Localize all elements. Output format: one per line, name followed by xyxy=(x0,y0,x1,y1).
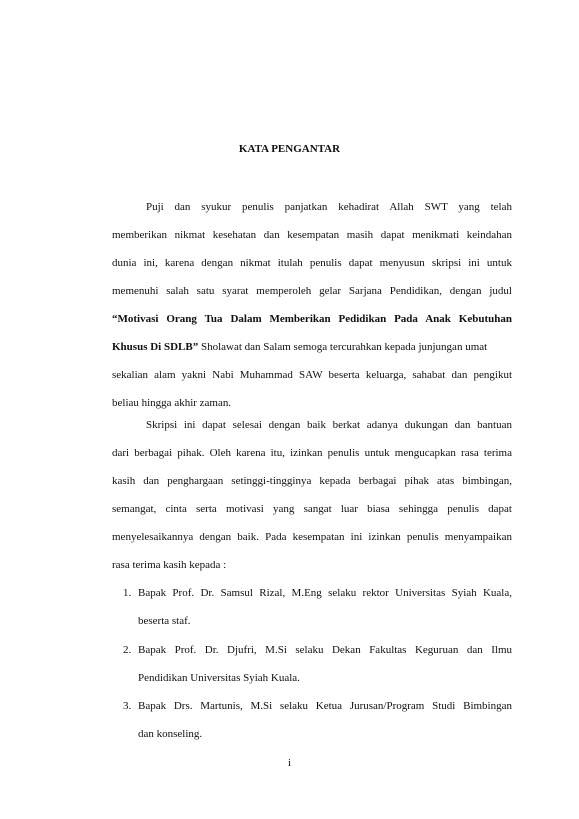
para2-line-2: dari berbagai pihak. Oleh karena itu, izinkan penulis untuk mengucapkan rasa terima xyxy=(112,447,512,459)
para1-line-1: Puji dan syukur penulis panjatkan kehadirat Allah SWT yang telah xyxy=(146,201,512,213)
para1-line-4: memenuhi salah satu syarat memperoleh gelar Sarjana Pendidikan, dengan judul xyxy=(112,285,512,297)
para1-line-5: “Motivasi Orang Tua Dalam Memberikan Pedidikan Pada Anak Kebutuhan xyxy=(112,313,512,325)
list-item-2-line-1: Bapak Prof. Dr. Djufri, M.Si selaku Dekan Fakultas Keguruan dan Ilmu xyxy=(138,644,512,656)
para1-line-8: beliau hingga akhir zaman. xyxy=(112,397,232,409)
list-item-1-line-1: Bapak Prof. Dr. Samsul Rizal, M.Eng selaku rektor Universitas Syiah Kuala, xyxy=(138,587,512,599)
list-item-3-number: 3. xyxy=(123,700,132,712)
para2-line-4: semangat, cinta serta motivasi yang sangat luar biasa sehingga penulis dapat xyxy=(112,503,512,515)
para1-line-7: sekalian alam yakni Nabi Muhammad SAW beserta keluarga, sahabat dan pengikut xyxy=(112,369,512,381)
thesis-title-end: Khusus Di SDLB” xyxy=(112,341,199,353)
list-item-1-line-2: beserta staf. xyxy=(138,615,191,627)
para1-line-2: memberikan nikmat kesehatan dan kesempatan masih dapat menikmati keindahan xyxy=(112,229,512,241)
para1-line-3: dunia ini, karena dengan nikmat itulah penulis dapat menyusun skripsi ini untuk xyxy=(112,257,512,269)
para1-line-6 xyxy=(112,340,512,354)
list-item-3-line-2: dan konseling. xyxy=(138,728,203,740)
list-item-2-number: 2. xyxy=(123,644,132,656)
para2-line-3: kasih dan penghargaan setinggi-tingginya kepada berbagai pihak atas bimbingan, xyxy=(112,475,512,487)
page-number: i xyxy=(287,757,292,769)
list-item-2-line-2: Pendidikan Universitas Syiah Kuala. xyxy=(138,672,300,684)
para2-line-1: Skripsi ini dapat selesai dengan baik berkat adanya dukungan dan bantuan xyxy=(146,419,512,431)
list-item-3-line-1: Bapak Drs. Martunis, M.Si selaku Ketua Jurusan/Program Studi Bimbingan xyxy=(138,700,512,712)
list-item-1-number: 1. xyxy=(123,587,132,599)
para2-line-6: rasa terima kasih kepada : xyxy=(112,559,227,571)
para1-line-6-rest: Sholawat dan Salam semoga tercurahkan kepada junjungan umat xyxy=(198,341,488,353)
page-title: KATA PENGANTAR xyxy=(238,143,341,155)
para2-line-5: menyelesaikannya dengan baik. Pada kesempatan ini izinkan penulis menyampaikan xyxy=(112,531,512,543)
